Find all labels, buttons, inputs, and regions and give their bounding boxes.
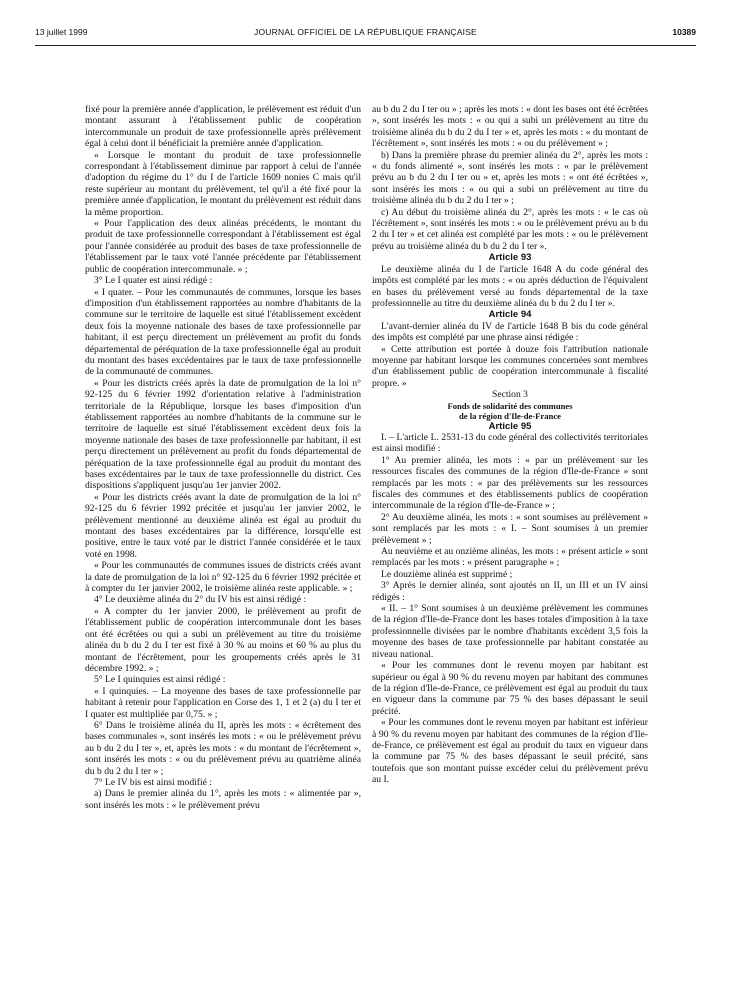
paragraph: 6° Dans le troisième alinéa du II, après les mots : « écrêtement des bases communales », sont insérés les mots : « ou le prélèvement prévu au b du 2 du I ter », et, après les mots : « du montant de l'écrêtement », sont insérés les mots : « ou du prélèvement prévu au quatrième alinéa du b du 2 du I ter » ; — [85, 719, 361, 777]
left-column — [85, 104, 361, 811]
header-rule — [35, 45, 696, 46]
paragraph: L'avant-dernier alinéa du IV de l'article 1648 B bis du code général des impôts est complété par une phrase ainsi rédigée : — [372, 320, 648, 344]
paragraph: Le deuxième alinéa du I de l'article 1648 A du code général des impôts est complété par les mots : « ou après déduction de l'équivalent en bases du prélèvement versé au fonds départemental de la taxe professionnelle au titre du deuxième alinéa du b du 2 du I ter ». — [372, 263, 648, 309]
paragraph: « Lorsque le montant du produit de taxe professionnelle correspondant à l'établissement diminue par rapport à celui de l'année d'adoption du régime du 1° du I de l'article 1609 nonies C mais qu'il reste supérieur au montant du prélèvement, tel qu'il a été fixé pour la première année d'application, le montant du prélèvement est réduit dans la même proportion. — [85, 149, 361, 218]
paragraph: 4° Le deuxième alinéa du 2° du IV bis est ainsi rédigé : — [94, 594, 307, 606]
header-page-number: 10389 — [672, 27, 696, 37]
paragraph: 1° Au premier alinéa, les mots : « par un prélèvement sur les ressources fiscales des communes de la région d'Ile-de-France » sont remplacés par les mots : « par des prélèvements sur les ressources fiscales des communes et des établissements publics de coopération intercommunale de la région d'Ile-de-France » ; — [372, 454, 648, 512]
paragraph: b) Dans la première phrase du premier alinéa du 2°, après les mots : « du fonds alimenté », sont insérés les mots : « par le prélèvement prévu au b du 2 du I ter ou » et, après les mots : « ont été écrêtées », sont insérés les mots : « ou qui a subi un prélèvement au titre du troisième alinéa du b du 2 du I ter » ; — [372, 149, 648, 207]
paragraph: 3° Le I quater est ainsi rédigé : — [94, 275, 213, 287]
paragraph: « A compter du 1er janvier 2000, le prélèvement au profit de l'établissement public de coopération intercommunale dont les bases ont été écrêtées ou qui a subi un prélèvement au titre du troisième alinéa du b du 2 du I ter est fixé à 30 % au moins et 60 % au plus du montant de l'écrêtement, pour les groupements créés après le 31 décembre 1992. » ; — [85, 605, 361, 674]
section-title-line-1: Fonds de solidarité des communes — [447, 400, 573, 411]
paragraph: « II. – 1° Sont soumises à un deuxième prélèvement les communes de la région d'Ile-de-France dont les bases totales d'imposition à la taxe professionnelle divisées par le nombre d'habitants excèdent 3,5 fois la moyenne des bases de taxe professionnelle par habitant constatée au niveau national. — [372, 603, 648, 660]
header-journal-title: JOURNAL OFFICIEL DE LA RÉPUBLIQUE FRANÇAISE — [254, 27, 477, 37]
running-header — [35, 27, 696, 41]
paragraph: I. – L'article L. 2531-13 du code général des collectivités territoriales est ainsi modifié : — [372, 431, 648, 455]
paragraph: « Pour les districts créés avant la date de promulgation de la loi n° 92-125 du 6 février 1992 précitée et jusqu'au 1er janvier 2002, le prélèvement mentionné au deuxième alinéa est égal au produit du montant des bases excédentaires par la différence, lorsqu'elle est positive, entre le taux voté par le district l'année considérée et le taux voté en 1998. — [85, 491, 361, 560]
paragraph: au b du 2 du I ter ou » ; après les mots : « dont les bases ont été écrêtées », sont insérés les mots : « ou qui a subi un prélèvement au titre du troisième alinéa du b du 2 du I ter » et, après les mots : « du montant de l'écrêtement », sont insérés les mots : « ou du prélèvement » ; — [372, 104, 649, 150]
paragraph: « Pour les communes dont le revenu moyen par habitant est inférieur à 90 % du revenu moyen par habitant des communes de la région d'Ile-de-France, ce prélèvement est égal au produit du taux en vigueur dans la commune par 75 % des bases dépassant le seuil précité, sans toutefois que son montant puisse excéder celui du prélèvement prévu au I. — [372, 717, 648, 786]
paragraph: 2° Au deuxième alinéa, les mots : « sont soumises au prélèvement » sont remplacés par les mots : « I. – Sont soumises à un premier prélèvement » ; — [372, 511, 648, 546]
header-date: 13 juillet 1999 — [35, 27, 88, 37]
paragraph: Le douzième alinéa est supprimé ; — [381, 568, 513, 580]
paragraph: « I quater. – Pour les communautés de communes, lorsque les bases d'imposition d'un établissement rapportées au nombre d'habitants de la commune sur le territoire de laquelle est situé l'établissement excèdent deux fois la moyenne nationale des bases de taxe professionnelle par habitant, il est perçu directement un prélèvement au profit du fonds départemental de péréquation de la taxe professionnelle égal au produit du montant des bases excédentaires par le taux de taxe professionnelle de la communauté de communes. — [85, 286, 361, 378]
paragraph: « Cette attribution est portée à douze fois l'attribution nationale moyenne par habitant lorsque les communes concernées sont membres d'un établissement public de coopération intercommunale à fiscalité propre. » — [372, 343, 648, 389]
paragraph: 3° Après le dernier alinéa, sont ajoutés un II, un III et un IV ainsi rédigés : — [372, 580, 648, 603]
paragraph: « Pour les communes dont le revenu moyen par habitant est supérieur ou égal à 90 % du revenu moyen par habitant des communes de la région d'Ile-de-France, ce prélèvement est égal au produit du taux en vigueur dans la commune par 75 % des bases dépassant le seuil précité. — [372, 660, 648, 717]
paragraph: c) Au début du troisième alinéa du 2°, après les mots : « le cas où l'écrêtement », sont insérés les mots : « ou le prélèvement prévu au b du 2 du I ter » et cet alinéa est complété par les mots : « ou le prélèvement prévu au troisième alinéa du b du 2 du I ter ». — [372, 206, 648, 252]
right-column — [372, 104, 648, 786]
article-93-heading: Article 93 — [488, 252, 532, 264]
paragraph: 7° Le IV bis est ainsi modifié : — [94, 776, 212, 788]
paragraph: 5° Le I quinquies est ainsi rédigé : — [94, 674, 226, 686]
article-94-heading: Article 94 — [488, 309, 532, 321]
paragraph: « Pour l'application des deux alinéas précédents, le montant du produit de taxe professionnelle correspondant à l'établissement est égal pour l'année considérée au produit des bases de taxe professionnelle de l'établissement par le taux voté l'année précédente par l'établissement public de coopération intercommunale. » ; — [85, 218, 361, 275]
paragraph: a) Dans le premier alinéa du 1°, après les mots : « alimentée par », sont insérés les mots : « le prélèvement prévu — [85, 788, 361, 811]
section-title-line-2: de la région d'Ile-de-France — [459, 410, 561, 421]
section-label: Section 3 — [492, 389, 528, 401]
article-95-heading: Article 95 — [488, 420, 532, 432]
paragraph: Au neuvième et au onzième alinéas, les mots : « présent article » sont remplacés par les mots : « présent paragraphe » ; — [372, 546, 648, 569]
paragraph: « I quinquies. – La moyenne des bases de taxe professionnelle par habitant à retenir pour l'application en Corse des 1, 1 et 2 (a) du I ter et I quater est multipliée par 0,75. » ; — [85, 685, 361, 720]
paragraph: « Pour les communautés de communes issues de districts créés avant la date de promulgation de la loi n° 92-125 du 6 février 1992 précitée et à compter du 1er janvier 2002, le troisième alinéa reste applicable. » ; — [85, 560, 361, 595]
paragraph: fixé pour la première année d'application, le prélèvement est réduit d'un montant assurant à l'établissement public de coopération intercommunale un produit de taxe professionnelle après prélèvement égal à celui dont il bénéficiait la première année d'application. — [85, 104, 361, 150]
paragraph: « Pour les districts créés après la date de promulgation de la loi n° 92-125 du 6 février 1992 d'orientation relative à l'administration territoriale de la République, lorsque les bases d'imposition d'un établissement rapportées au nombre d'habitants de la commune sur le territoire de laquelle est situé l'établissement excèdent deux fois la moyenne nationale des bases de taxe professionnelle par habitant, il est perçu directement un prélèvement au profit du fonds départemental de péréquation de la taxe professionnelle égal au produit du montant des bases excédentaires par le taux de taxe professionnelle du district. Ces dispositions s'appliquent jusqu'au 1er janvier 2002. — [85, 377, 361, 492]
